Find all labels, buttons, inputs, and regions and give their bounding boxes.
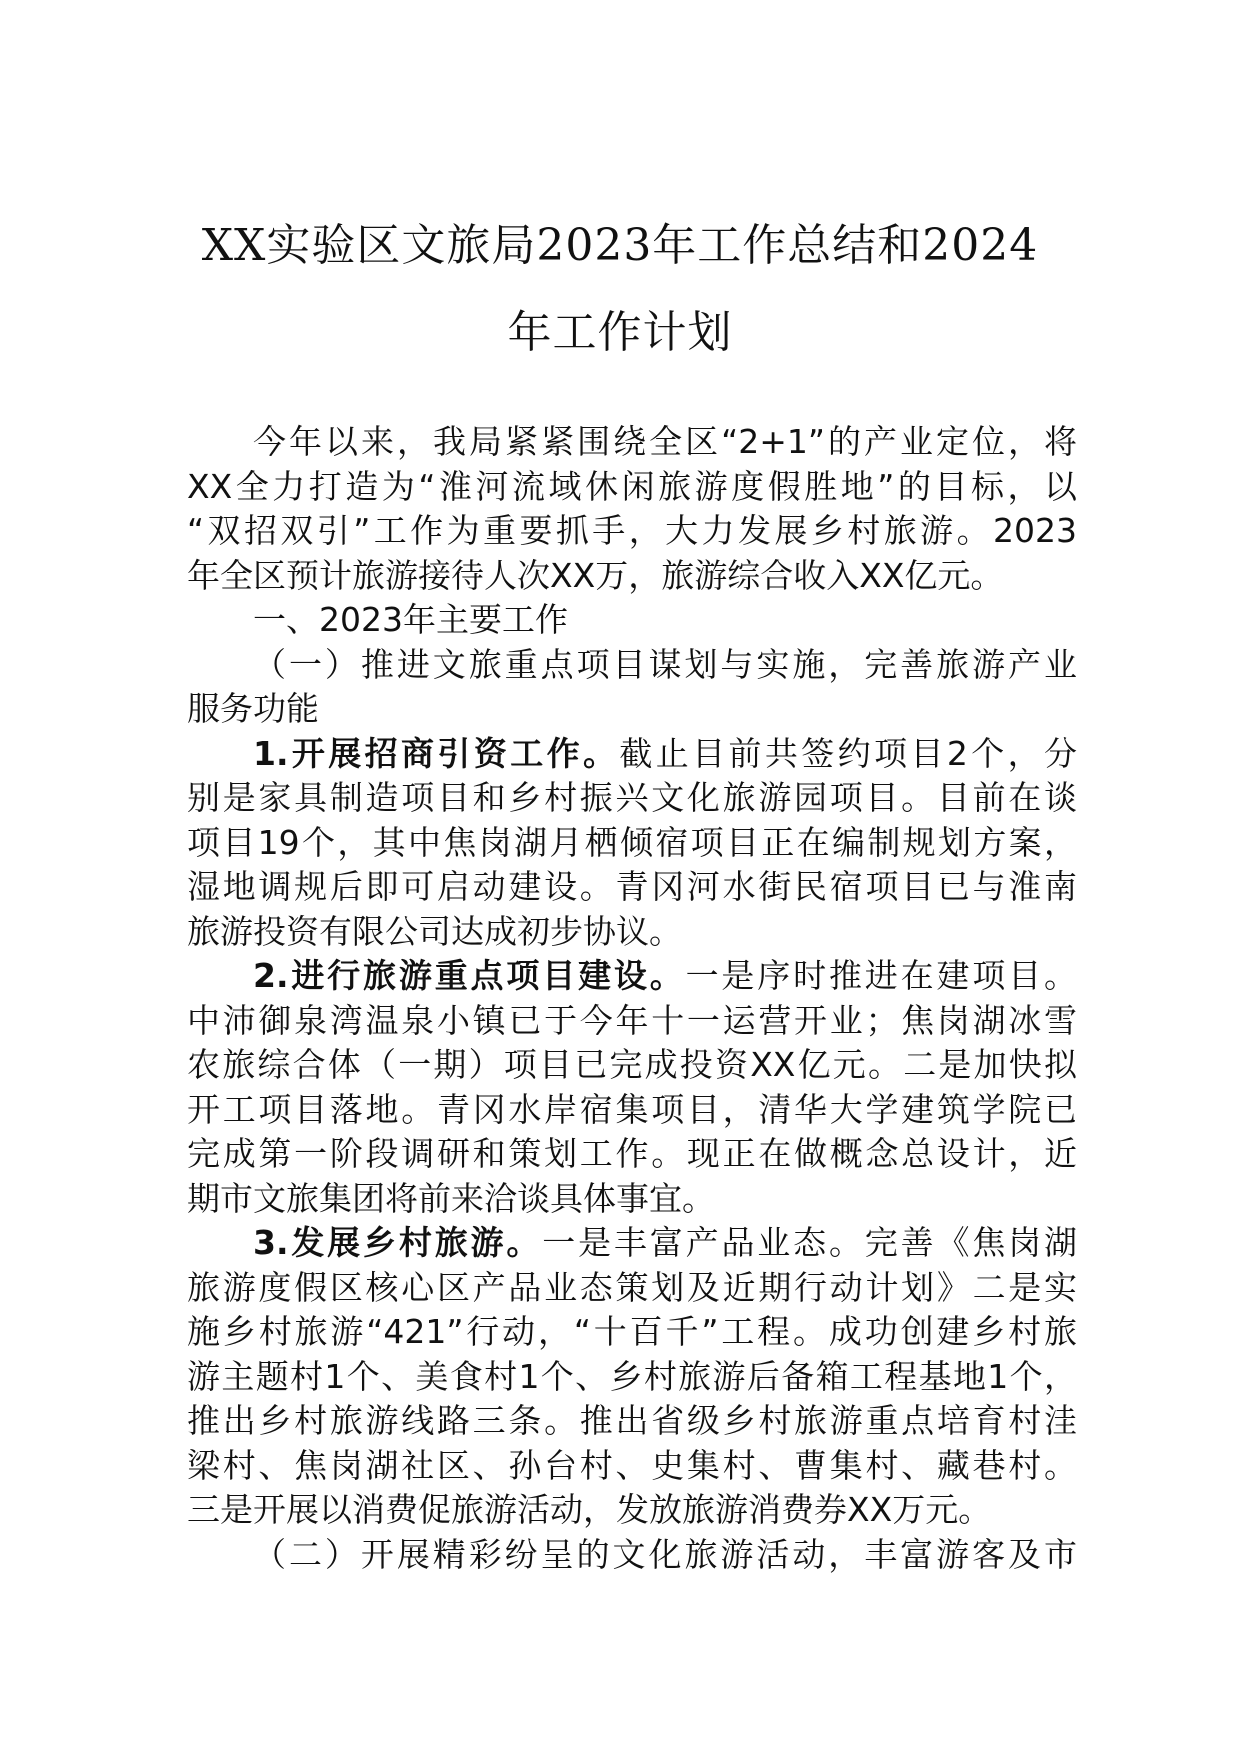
body-line [187,1043,1077,1088]
body-line-text: 施乡村旅游“421”行动，“十百千”工程。成功创建乡村旅 [187,1312,1077,1351]
section-heading: 3.发展乡村旅游。 [253,1223,543,1262]
body-line [187,509,1077,554]
document-title-line-2: 年工作计划 [507,307,733,358]
body-line [187,910,1077,955]
body-line [187,999,1077,1044]
body-line-text: 梁村、焦岗湖社区、孙台村、史集村、曹集村、藏巷村。 [187,1445,1077,1485]
body-line-text: 项目19个，其中焦岗湖月栖倾宿项目正在编制规划方案， [187,822,1077,862]
body-line-text: 中沛御泉湾温泉小镇已于今年十一运营开业；焦岗湖冰雪 [187,1000,1077,1040]
body-line-text: 今年以来，我局紧紧围绕全区“2+1”的产业定位，将 [253,422,1077,461]
body-line-text: 游主题村1个、美食村1个、乡村旅游后备箱工程基地1个， [187,1356,1077,1396]
body-line-text: 推出乡村旅游线路三条。推出省级乡村旅游重点培育村洼 [187,1401,1077,1440]
body-line [187,776,1077,821]
body-line-text: 旅游投资有限公司达成初步协议。 [187,911,682,951]
body-line-text: 一是序时推进在建项目。 [685,956,1078,995]
document-title-line-1: XX实验区文旅局2023年工作总结和2024 [201,220,1039,271]
body-line-text: 旅游度假区核心区产品业态策划及近期行动计划》二是实 [187,1267,1077,1307]
body-line [187,598,1077,643]
body-line-text: 截止目前共签约项目2个，分 [619,733,1078,773]
body-line [187,1355,1077,1400]
body-line [187,1221,1077,1266]
body-line [187,1444,1077,1489]
body-line-text: （二）开展精彩纷呈的文化旅游活动，丰富游客及市 [253,1534,1077,1574]
body-line-text: 完成第一阶段调研和策划工作。现正在做概念总设计，近 [187,1134,1077,1173]
body-line [187,1533,1077,1578]
section-heading: 2.进行旅游重点项目建设。 [253,956,686,995]
body-line-text: 别是家具制造项目和乡村振兴文化旅游园项目。目前在谈 [187,778,1077,817]
body-line [187,1177,1077,1222]
body-line-text: 湿地调规后即可启动建设。青冈河水街民宿项目已与淮南 [187,867,1077,906]
section-heading: 1.开展招商引资工作。 [253,733,620,773]
body-line [187,643,1077,688]
body-line [187,1132,1077,1177]
body-line [187,687,1077,732]
body-line-text: 一、2023年主要工作 [253,600,568,639]
body-line-text: XX全力打造为“淮河流域休闲旅游度假胜地”的目标，以 [187,466,1077,506]
body-line [187,821,1077,866]
body-line-text: 服务功能 [187,689,319,728]
body-line-text: 期市文旅集团将前来洽谈具体事宜。 [187,1178,715,1218]
body-line [187,1488,1077,1533]
body-line [187,420,1077,465]
body-line [187,954,1077,999]
body-line [187,554,1077,599]
body-line-text: 开工项目落地。青冈水岸宿集项目，清华大学建筑学院已 [187,1089,1077,1129]
body-line-text: 年全区预计旅游接待人次XX万，旅游综合收入XX亿元。 [187,555,1004,595]
body-line [187,1310,1077,1355]
body-line-text: 三是开展以消费促旅游活动，发放旅游消费券XX万元。 [187,1490,992,1529]
body-line [187,465,1077,510]
body-line [187,1266,1077,1311]
body-line [187,1399,1077,1444]
body-line-text: （一）推进文旅重点项目谋划与实施，完善旅游产业 [253,644,1077,684]
body-line-text: 农旅综合体（一期）项目已完成投资XX亿元。二是加快拟 [187,1045,1077,1084]
body-line [187,865,1077,910]
document-body [187,420,1077,1577]
body-line-text: 一是丰富产品业态。完善《焦岗湖 [542,1223,1078,1262]
body-line [187,732,1077,777]
body-line [187,1088,1077,1133]
body-line-text: “双招双引”工作为重要抓手，大力发展乡村旅游。2023 [187,511,1077,550]
